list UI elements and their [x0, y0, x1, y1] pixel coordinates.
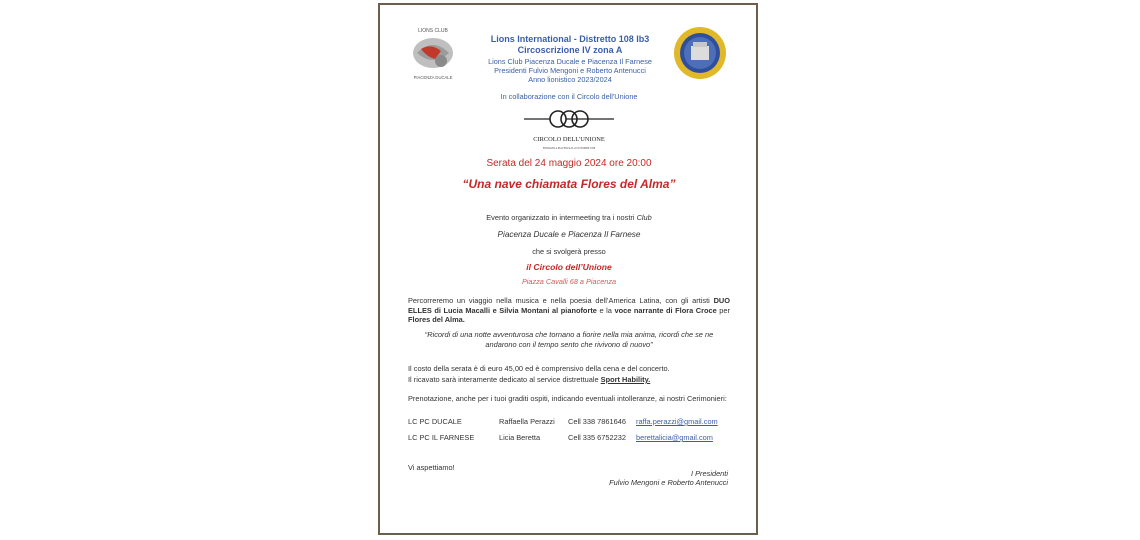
- left-logo-bottom-text: PIACENZA DUCALE: [413, 75, 453, 80]
- signature: [609, 470, 728, 487]
- where-intro: che si svolgerà presso: [532, 247, 606, 256]
- cost-line: Il costo della serata è di euro 45,00 ed è comprensivo della cena e del concerto.: [408, 364, 670, 373]
- booking-club: LC PC IL FARNESE: [408, 433, 475, 442]
- flyer-page: [378, 3, 758, 535]
- booking-phone: Cell 338 7861646: [568, 417, 626, 426]
- circolo-unione-logo: [524, 106, 614, 156]
- booking-email-link[interactable]: raffa.perazzi@gmail.com: [636, 417, 718, 426]
- signature-title: I Presidenti: [691, 469, 728, 478]
- clubs-names: Piacenza Ducale e Piacenza Il Farnese: [497, 230, 641, 239]
- event-date: Serata del 24 maggio 2024 ore 20:00: [486, 158, 652, 169]
- booking-club: LC PC DUCALE: [408, 417, 462, 426]
- booking-name: Raffaella Perazzi: [499, 417, 555, 426]
- booking-email-link[interactable]: berettalicia@gmail.com: [636, 433, 713, 442]
- circolo-logo-name: CIRCOLO DELL'UNIONE: [533, 136, 605, 143]
- quote: “Ricordi di una notte avventurosa che tornano a fiorire nella mia anima, ricordi che se ne andarono con il tempo sento che rivivono di nuovo”: [424, 330, 714, 349]
- presidents-line: Presidenti Fulvio Mengoni e Roberto Antenucci: [494, 66, 646, 75]
- event-title: “Una nave chiamata Flores del Alma”: [462, 177, 676, 191]
- lions-farnese-seal: [673, 26, 727, 80]
- service-line: Il ricavato sarà interamente dedicato al service distrettuale Sport Hability.: [408, 375, 651, 384]
- greeting: Vi aspettiamo!: [408, 463, 455, 472]
- lions-ducale-logo: [407, 23, 459, 87]
- left-logo-top-text: LIONS CLUB: [418, 28, 448, 34]
- year-line: Anno lionistico 2023/2024: [528, 75, 612, 84]
- collaboration-line: In collaborazione con il Circolo dell'Unione: [500, 92, 638, 101]
- booking-phone: Cell 335 6752232: [568, 433, 626, 442]
- intro-line: Evento organizzato in intermeeting tra i nostri Club: [486, 213, 652, 222]
- clubs-line: Lions Club Piacenza Ducale e Piacenza Il Farnese: [488, 57, 652, 66]
- signature-names: Fulvio Mengoni e Roberto Antenucci: [609, 477, 728, 487]
- venue-address: Piazza Cavalli 68 a Piacenza: [521, 277, 617, 286]
- description-paragraph: Percorreremo un viaggio nella musica e nella poesia dell’America Latina, con gli artisti DUO ELLES di Lucia Macalli e Silvia Montani al pianoforte e la voce narrante di Flora Croce per Flores del Alma.: [408, 296, 730, 325]
- booking-intro: Prenotazione, anche per i tuoi graditi ospiti, indicando eventuali intolleranze, ai nostri Cerimonieri:: [408, 394, 727, 403]
- circoscrizione-title: Circoscrizione IV zona A: [517, 44, 623, 55]
- circolo-logo-subtitle: FONDATO A PIACENZA IL 22 OTTOBRE 1838: [542, 147, 596, 150]
- district-title: Lions International - Distretto 108 Ib3: [490, 34, 650, 44]
- booking-name: Licia Beretta: [499, 433, 541, 442]
- venue-name: il Circolo dell’Unione: [526, 262, 612, 272]
